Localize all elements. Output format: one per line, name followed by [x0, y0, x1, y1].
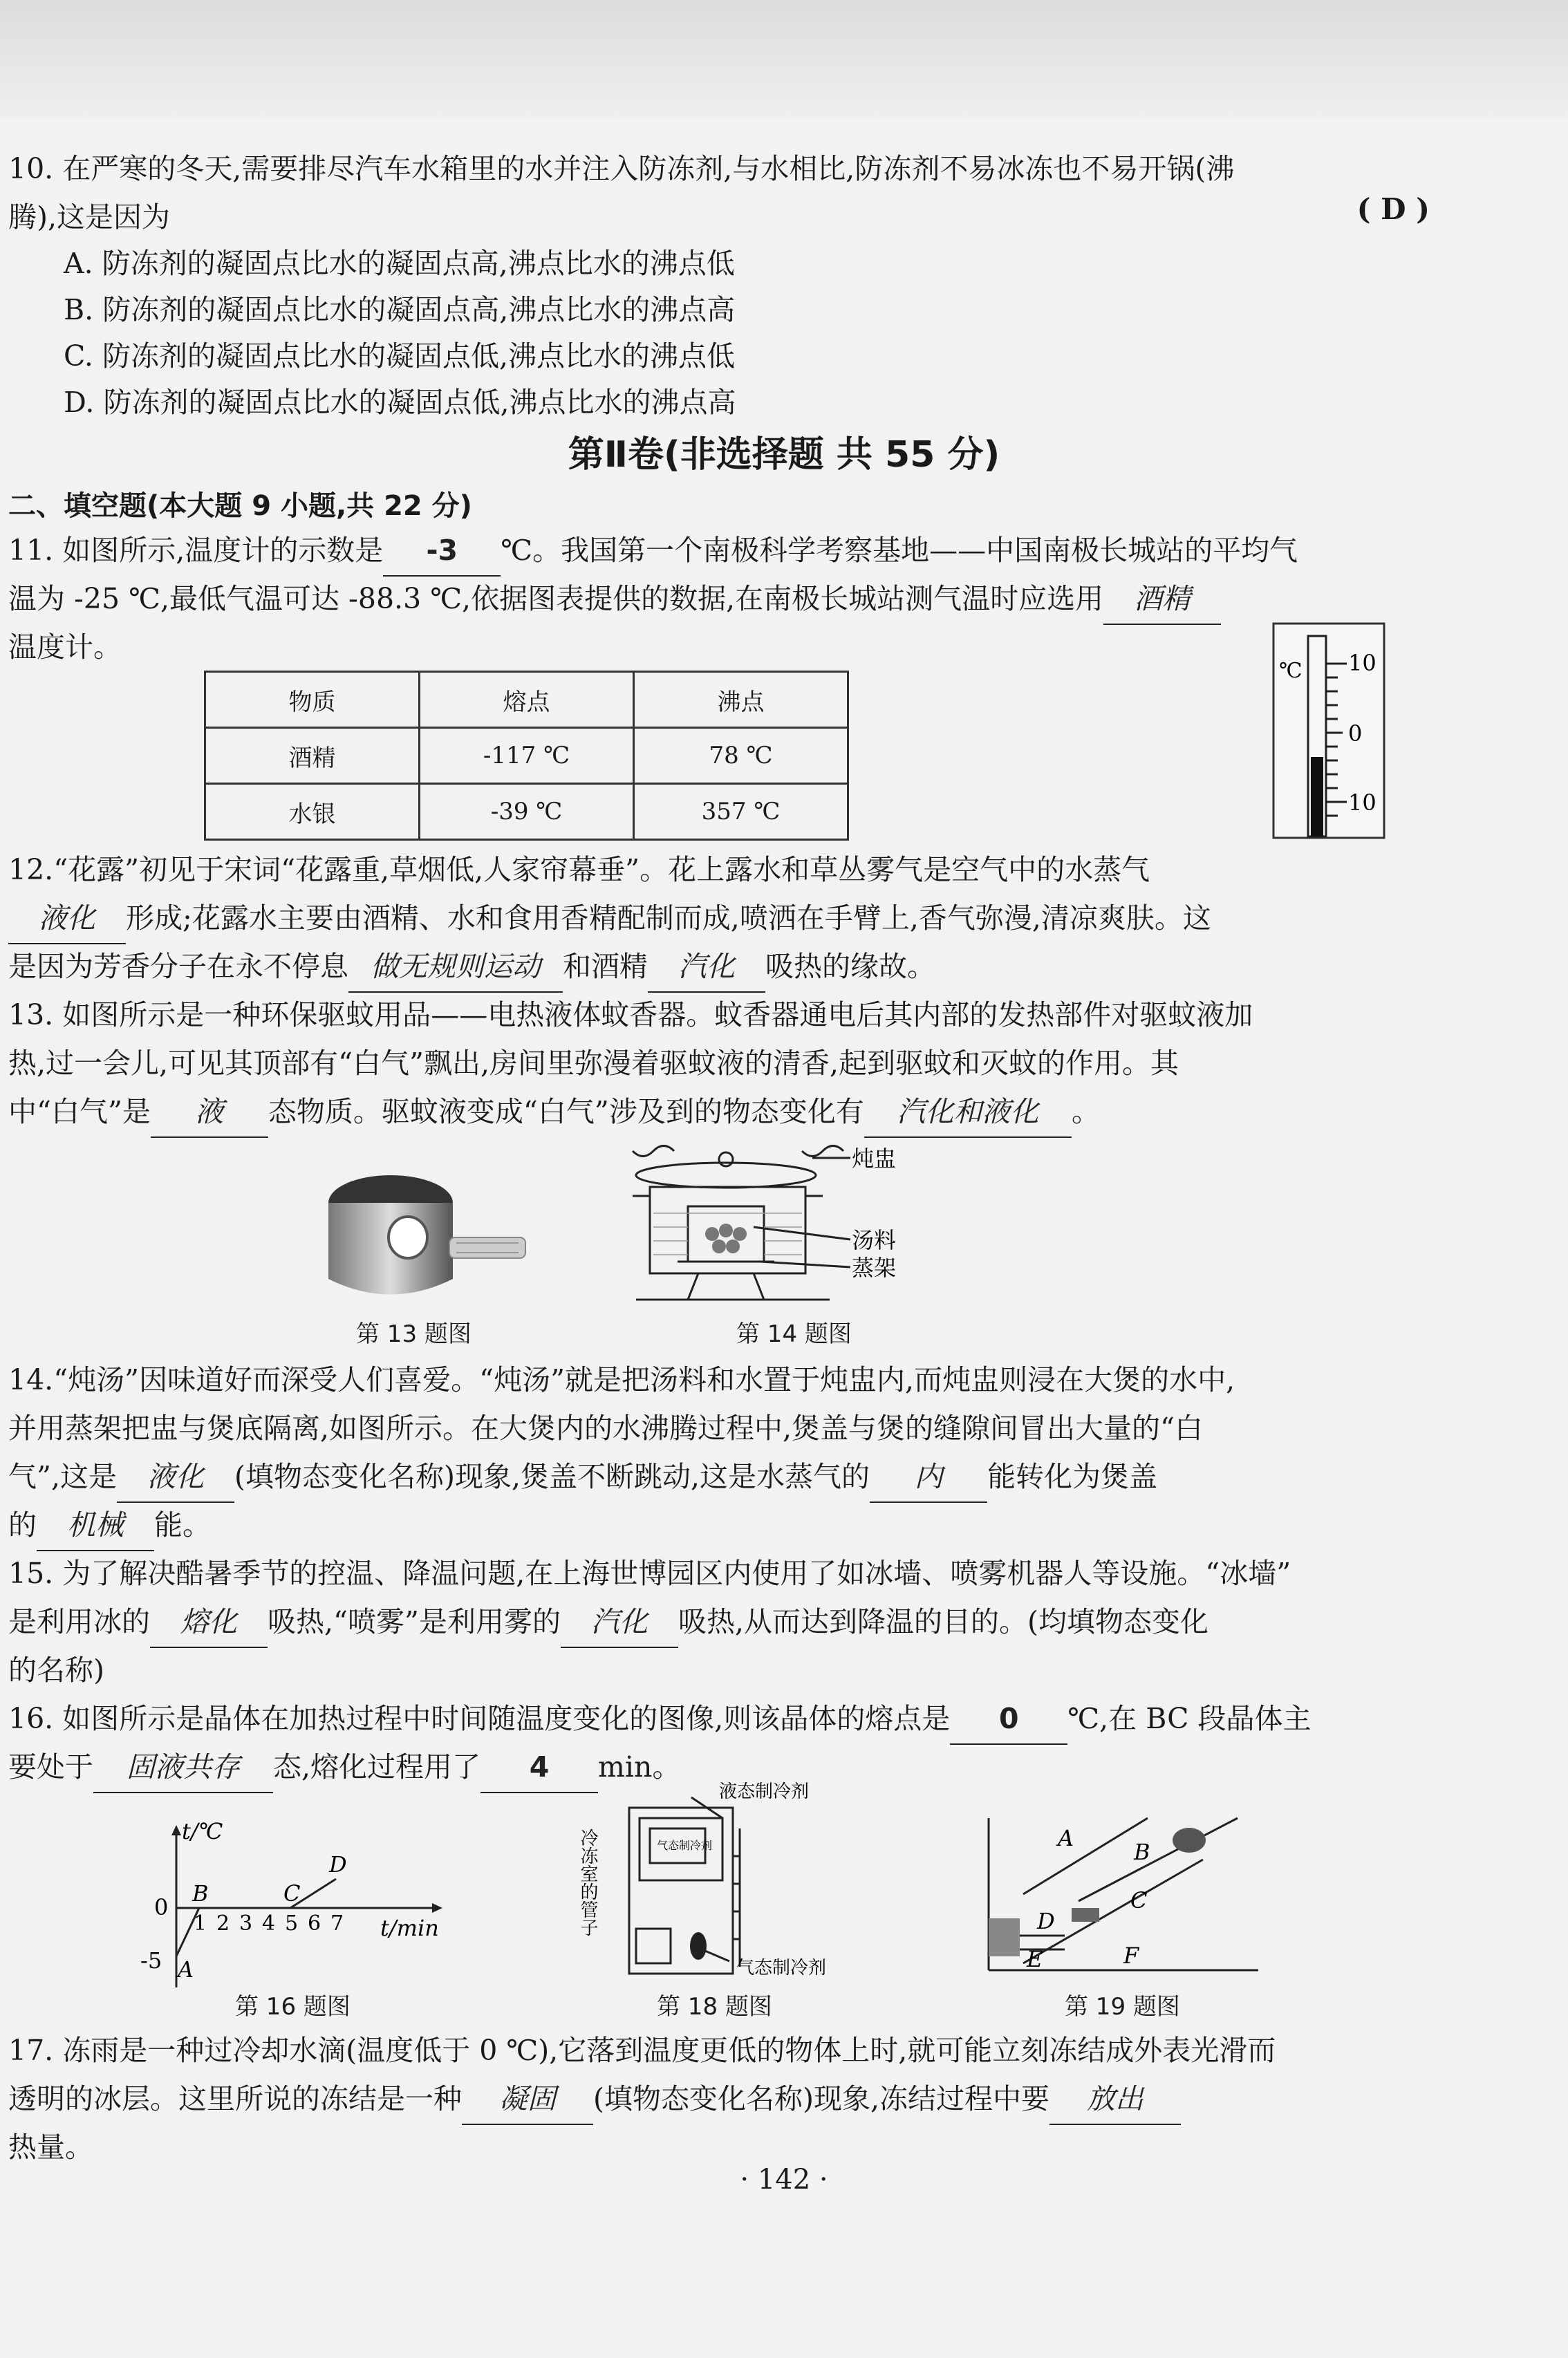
q13-answer-1: 液	[151, 1087, 268, 1138]
fig19-caption: 第 19 题图	[1065, 1993, 1180, 2021]
q17-line2	[8, 2074, 1384, 2125]
q13-text-c: 中“白气”是	[8, 1095, 151, 1128]
x-axis-label: t/min	[380, 1915, 439, 1941]
point-label-b: B	[192, 1880, 209, 1907]
fig19-label-d: D	[1037, 1908, 1055, 1934]
q12-text-c: 是因为芳香分子在永不停息	[8, 950, 348, 983]
q16-line1	[8, 1694, 1384, 1745]
q12-answer-2: 做无规则运动	[348, 942, 563, 993]
y-neg-label: -5	[140, 1947, 162, 1974]
q14-line4	[8, 1500, 1384, 1551]
q10-option-c: C. 防冻剂的凝固点比水的凝固点低,沸点比水的沸点低	[64, 339, 736, 373]
q10-option-b: B. 防冻剂的凝固点比水的凝固点高,沸点比水的沸点高	[64, 293, 736, 326]
fig13-device-illustration	[311, 1161, 539, 1320]
q14-line1: 14.“炖汤”因味道好而深受人们喜爱。“炖汤”就是把汤料和水置于炖盅内,而炖盅则浸在大煲的水中,	[8, 1363, 1235, 1396]
q11-line3: 温度计。	[8, 630, 122, 664]
q13-text-d: 态物质。驱蚊液变成“白气”涉及到的物态变化有	[268, 1095, 864, 1128]
table-cell: 78 ℃	[634, 728, 848, 784]
thermometer-figure	[1272, 622, 1390, 843]
fig14-caption: 第 14 题图	[736, 1320, 852, 1348]
q11-text-a: 11. 如图所示,温度计的示数是	[8, 534, 384, 567]
label-steamer-rack: 蒸架	[852, 1255, 897, 1281]
q13-line3	[8, 1087, 1384, 1138]
y-axis-label: t/℃	[182, 1818, 223, 1844]
table-cell: -117 ℃	[420, 728, 634, 784]
q13-line1: 13. 如图所示是一种环保驱蚊用品——电热液体蚊香器。蚊香器通电后其内部的发热部件对驱蚊液加	[8, 998, 1253, 1031]
x-tick-label: 1	[194, 1911, 207, 1936]
condenser-pipe	[733, 1828, 740, 1967]
thermometer-liquid	[1311, 757, 1323, 836]
q13-text-e: 。	[1071, 1095, 1100, 1128]
q14-text-d: (填物态变化名称)现象,煲盖不断跳动,这是水蒸气的	[234, 1460, 870, 1493]
q17-text-b: 透明的冰层。这里所说的冻结是一种	[8, 2082, 462, 2115]
q14-text-f: 的	[8, 1508, 37, 1542]
fig19-label-c: C	[1130, 1887, 1148, 1913]
arrow-a	[1023, 1818, 1148, 1894]
q10-option-a: A. 防冻剂的凝固点比水的凝固点高,沸点比水的沸点低	[64, 247, 735, 280]
x-axis-arrow	[432, 1903, 442, 1913]
table-header: 熔点	[420, 672, 634, 728]
x-tick-label: 7	[330, 1911, 344, 1936]
fig19-label-e: E	[1027, 1946, 1043, 1972]
q15-text-b: 是利用冰的	[8, 1605, 150, 1638]
stove	[688, 1273, 764, 1300]
fig18-refrigerator-diagram	[577, 1780, 878, 1987]
q14-line3	[8, 1452, 1384, 1503]
point-label-d: D	[329, 1851, 347, 1878]
q11-line1	[8, 525, 1384, 577]
fig19-label-a: A	[1058, 1825, 1074, 1851]
fig18-label-freezer-pipe: 冷冻室的管子	[577, 1828, 598, 1936]
q17-line3: 热量。	[8, 2131, 93, 2164]
table-header: 物质	[205, 672, 420, 728]
point-label-c: C	[283, 1880, 301, 1907]
q11-text-b: ℃。我国第一个南极科学考察基地——中国南极长城站的平均气	[501, 534, 1298, 567]
fig18-label-gas: 气态制冷剂	[736, 1958, 827, 1978]
compressor-motor	[690, 1932, 707, 1960]
q17-answer-1: 凝固	[462, 2074, 593, 2125]
q10-option-d: D. 防冻剂的凝固点比水的凝固点低,沸点比水的沸点高	[64, 386, 736, 419]
q11-answer-1: -3	[383, 525, 501, 577]
q15-line1: 15. 为了解决酷暑季节的控温、降温问题,在上海世博园区内使用了如冰墙、喷雾机器人等设施。“冰墙”	[8, 1557, 1291, 1590]
vehicle	[1072, 1908, 1099, 1922]
q12-text-d: 和酒精	[563, 950, 648, 983]
q16-answer-1: 0	[950, 1694, 1067, 1745]
q16-text-d: 态,熔化过程用了	[273, 1750, 481, 1784]
x-tick-label: 6	[308, 1911, 321, 1936]
table-header-row	[205, 672, 848, 728]
fig18-label-gas-inner: 气态制冷剂	[657, 1839, 713, 1852]
fig16-temperature-time-chart	[135, 1815, 467, 2001]
lid-knob	[719, 1152, 733, 1166]
fig13-caption: 第 13 题图	[356, 1320, 472, 1348]
q12-text-e: 吸热的缘故。	[765, 950, 935, 983]
q11-answer-2: 酒精	[1103, 574, 1221, 625]
scan-shadow	[0, 0, 1568, 118]
y-zero-label: 0	[154, 1894, 169, 1920]
y-axis-arrow	[171, 1825, 181, 1835]
q15-line3: 的名称)	[8, 1654, 104, 1687]
q12-line2	[8, 893, 1384, 944]
device-window	[389, 1217, 427, 1258]
compressor	[636, 1929, 671, 1963]
q16-answer-3: 4	[480, 1742, 598, 1793]
q17-answer-2: 放出	[1049, 2074, 1181, 2125]
table-cell: -39 ℃	[420, 784, 634, 840]
label-stew-cup: 炖盅	[852, 1145, 897, 1172]
ice-block	[989, 1918, 1020, 1956]
q15-text-d: 吸热,从而达到降温的目的。(均填物态变化	[678, 1605, 1208, 1638]
fig18-label-liquid: 液态制冷剂	[719, 1781, 810, 1802]
fig14-stew-pot-diagram	[622, 1137, 940, 1317]
section-title: 第Ⅱ卷(非选择题 共 55 分)	[568, 434, 1000, 476]
q13-answer-2: 汽化和液化	[864, 1087, 1072, 1138]
q14-text-e: 能转化为煲盖	[987, 1460, 1158, 1493]
q10-line2	[8, 192, 1384, 242]
q10-line1: 10. 在严寒的冬天,需要排尽汽车水箱里的水并注入防冻剂,与水相比,防冻剂不易冰冻也不易开锅(沸	[8, 152, 1235, 185]
q17-line1: 17. 冻雨是一种过冷却水滴(温度低于 0 ℃),它落到温度更低的物体上时,就可能立刻冻结成外表光滑而	[8, 2034, 1276, 2067]
steam-left-icon	[633, 1146, 674, 1157]
fig19-label-f: F	[1123, 1943, 1139, 1969]
q17-text-c: (填物态变化名称)现象,冻结过程中要	[593, 2082, 1050, 2115]
q15-answer-1: 熔化	[150, 1597, 268, 1648]
q11-line2	[8, 574, 1384, 625]
q14-text-g: 能。	[154, 1508, 211, 1542]
soup-ingredients	[705, 1224, 747, 1253]
section-subhead: 二、填空题(本大题 9 小题,共 22 分)	[8, 490, 472, 522]
fig16-caption: 第 16 题图	[235, 1993, 351, 2021]
table-cell: 357 ℃	[634, 784, 848, 840]
q14-answer-1: 液化	[117, 1452, 234, 1503]
table-header: 沸点	[634, 672, 848, 728]
q15-text-c: 吸热,“喷雾”是利用雾的	[268, 1605, 561, 1638]
q15-answer-2: 汽化	[561, 1597, 678, 1648]
q12-line3	[8, 942, 1384, 993]
x-tick-label: 4	[262, 1911, 276, 1936]
q16-answer-2: 固液共存	[93, 1742, 273, 1793]
q14-text-c: 气”,这是	[8, 1460, 117, 1493]
q13-line2: 热,过一会儿,可见其顶部有“白气”飘出,房间里弥漫着驱蚊液的清香,起到驱蚊和灭蚊的作用。其	[8, 1047, 1179, 1080]
q12-line1: 12.“花露”初见于宋词“花露重,草烟低,人家帘幕垂”。花上露水和草丛雾气是空气中的水蒸气	[8, 853, 1150, 886]
q12-text-b: 形成;花露水主要由酒精、水和食用香精配制而成,喷洒在手臂上,香气弥漫,清凉爽肤。这	[126, 901, 1211, 935]
page-number: · 142 ·	[740, 2164, 828, 2196]
fig19-water-cycle-diagram	[982, 1804, 1272, 1984]
q16-text-c: 要处于	[8, 1750, 93, 1784]
x-tick-label: 5	[285, 1911, 299, 1936]
arrow-b	[1079, 1818, 1238, 1901]
q11-text-c: 温为 -25 ℃,最低气温可达 -88.3 ℃,依据图表提供的数据,在南极长城站测气温时应选用	[8, 582, 1104, 615]
thermometer-bottom-label: 10	[1348, 789, 1376, 816]
x-tick-label: 2	[216, 1911, 230, 1936]
table-cell: 酒精	[205, 728, 420, 784]
x-tick-label: 3	[239, 1911, 253, 1936]
point-label-a: A	[178, 1956, 194, 1983]
label-soup: 汤料	[852, 1227, 897, 1253]
fig18-caption: 第 18 题图	[657, 1993, 772, 2021]
thermometer-zero-label: 0	[1348, 720, 1363, 747]
q12-answer-3: 汽化	[648, 942, 765, 993]
fridge-body	[629, 1808, 733, 1974]
steam-right-icon	[802, 1146, 843, 1157]
q10-answer: ( D )	[1356, 192, 1430, 226]
q14-answer-2: 内	[870, 1452, 987, 1503]
melting-boiling-table	[204, 671, 849, 841]
thermometer-top-label: 10	[1348, 650, 1376, 676]
table-row	[205, 784, 848, 840]
cloud	[1173, 1828, 1206, 1853]
thermometer-unit: ℃	[1279, 659, 1303, 683]
table-cell: 水银	[205, 784, 420, 840]
q14-line2: 并用蒸架把盅与煲底隔离,如图所示。在大煲内的水沸腾过程中,煲盖与煲的缝隙间冒出大量的“白	[8, 1412, 1204, 1445]
q16-text-b: ℃,在 BC 段晶体主	[1067, 1702, 1312, 1735]
device-plug	[449, 1237, 525, 1258]
q10-text: 腾),这是因为	[8, 200, 171, 234]
q16-text-e: min。	[598, 1750, 681, 1784]
fig19-label-b: B	[1134, 1839, 1150, 1865]
q15-line2	[8, 1597, 1384, 1648]
q14-answer-3: 机械	[37, 1500, 154, 1551]
q16-text-a: 16. 如图所示是晶体在加热过程中时间随温度变化的图像,则该晶体的熔点是	[8, 1702, 951, 1735]
q12-answer-1: 液化	[8, 893, 126, 944]
table-row	[205, 728, 848, 784]
